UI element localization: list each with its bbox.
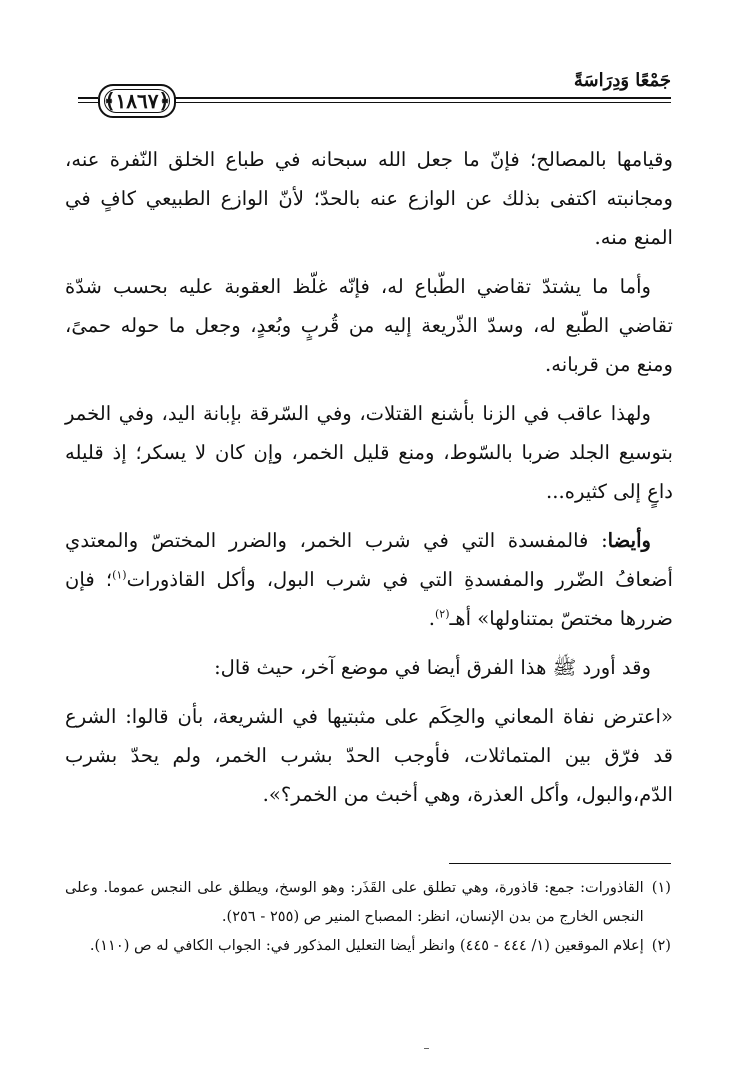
paragraph-4-end: . — [428, 607, 435, 630]
footnotes — [65, 873, 671, 960]
footnote-ref-1[interactable]: (١) — [112, 568, 127, 582]
footnote-2 — [65, 931, 671, 960]
footnote-text: القاذورات: جمع: قاذورة، وهي تطلق على القَذَر: وهو الوسخ، ويطلق على النجس عموما. وعلى النجس الخارج من بدن الإنسان، انظر: المصباح المنير ص (٢٥٥ - ٢٥٦). — [65, 879, 644, 925]
paragraph-4-mid: ؛ فإن ضررها مختصّ بمتناولها» أهـ — [65, 568, 673, 630]
paragraph-3: ولهذا عاقب في الزنا بأشنع القتلات، وفي السّرقة بإبانة اليد، وفي الخمر بتوسيع الجلد ضربا بالسّوط، ومنع قليل الخمر، وإن كان لا يسكر؛ إذ قليله داعٍ إلى كثيره... — [65, 402, 673, 503]
main-text — [65, 140, 673, 824]
page-number-ornament — [98, 84, 176, 118]
footnote-number: (٢) — [651, 937, 671, 954]
page-number: ﴿١٨٦٧﴾ — [103, 89, 171, 113]
footnote-number: (١) — [651, 879, 671, 896]
footnote-text: إعلام الموقعين (١/ ٤٤٤ - ٤٤٥) وانظر أيضا التعليل المذكور في: الجواب الكافي له ص (١١٠). — [89, 937, 644, 954]
header-rule-thin — [172, 102, 671, 103]
header-rule — [172, 97, 671, 99]
paragraph-2: وأما ما يشتدّ تقاضي الطّباع له، فإنّه غلّظ العقوبة عليه بحسب شدّة تقاضي الطّبع له، وسدّ الذّريعة إليه من قُربٍ وبُعدٍ، وجعل ما حوله حمىً، ومنع من قربانه. — [65, 275, 673, 376]
paragraph-4-lead: وأيضا — [607, 529, 651, 552]
footnote-separator — [449, 863, 671, 864]
bottom-mark — [424, 1048, 429, 1049]
paragraph-6-quote: «اعترض نفاة المعاني والحِكَم على مثبتيها في الشريعة، بأن قالوا: الشرع قد فرّق بين المتماثلات، فأوجب الحدّ بشرب الخمر، ولم يحدّ بشرب الدّم،والبول، وأكل العذرة، وهي أخبث من الخمر؟». — [65, 705, 674, 806]
footnote-1 — [65, 873, 671, 931]
paragraph-5: وقد أورد ﷺ هذا الفرق أيضا في موضع آخر، حيث قال: — [214, 656, 651, 679]
header-left-rule — [78, 97, 98, 99]
running-title: جَمْعًا وَدِرَاسَةً — [573, 70, 671, 91]
header-left-rule-thin — [78, 102, 98, 103]
footnote-ref-2[interactable]: (٢) — [435, 607, 450, 621]
paragraph-4-text: : فالمفسدة التي في شرب الخمر، والضرر المختصّ — [150, 529, 608, 552]
paragraph-4 — [65, 521, 673, 638]
paragraph-4-continuation: والمعتدي أضعافُ الضّرر والمفسدةِ التي في شرب البول، وأكل القاذورات — [65, 529, 673, 591]
paragraph-1: وقيامها بالمصالح؛ فإنّ ما جعل الله سبحانه في طباع الخلق النّفرة عنه، ومجانبته اكتفى بذلك عن الوازع عنه بالحدّ؛ لأنّ الوازع الطبيعي كافٍ في المنع منه. — [65, 148, 673, 249]
